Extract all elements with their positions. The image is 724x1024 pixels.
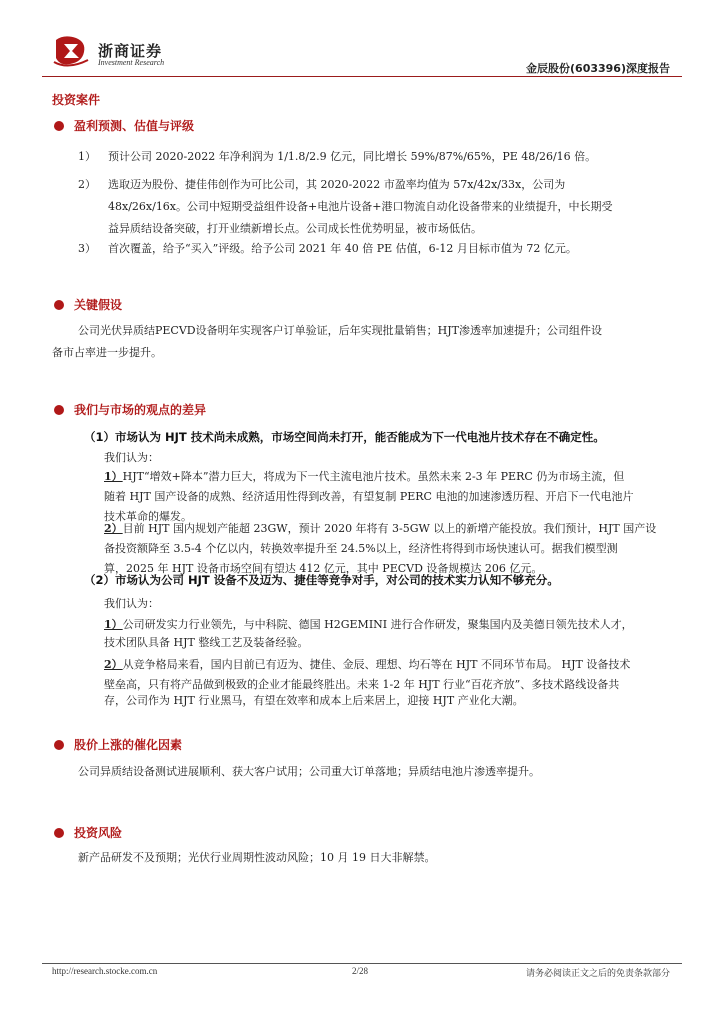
page-number: 2/28 [352,966,369,976]
footer-url[interactable]: http://research.stocke.com.cn [52,966,158,976]
report-title: 金辰股份(603396)深度报告 [526,62,670,75]
diff-point-1-sub1-line: HJT“增效+降本”潜力巨大，将成为下一代主流电池片技术。虽然未来 2-3 年 PERC 仍为市场主流，但 [122,470,625,483]
diff-point-1-sub2-line: 目前 HJT 国内规划产能超 23GW，预计 2020 年将有 3-5GW 以上的新增产能投放。我们预计，HJT 国产设 [122,522,657,535]
diff-point-1-sub2-line: 算，2025 年 HJT 设备市场空间有望达 412 亿元，其中 PECVD 设备规模达 206 亿元。 [104,562,543,575]
diff-point-1-sub1-num: 1） [104,470,123,483]
profit-item-2-line: 益异质结设备突破，打开业绩新增长点。公司成长性优势明显，被市场低估。 [108,222,482,235]
catalyst-text: 公司异质结设备测试进展顺利、获大客户试用；公司重大订单落地；异质结电池片渗透率提升。 [78,765,540,778]
section-bullet-icon [54,828,64,838]
profit-item-2-line: 选取迈为股份、捷佳伟创作为可比公司，其 2020-2022 市盈率均值为 57x/42x/33x，公司为 [108,178,566,191]
section-title-catalyst: 股价上涨的催化因素 [74,738,183,752]
diff-point-2-sub2-num: 2） [104,658,123,671]
diff-point-2-sub2-line: 从竞争格局来看，国内目前已有迈为、捷佳、金辰、理想、均石等在 HJT 不同环节布局。 HJT 设备技术 [122,658,631,671]
profit-item-1-line: 预计公司 2020-2022 年净利润为 1/1.8/2.9 亿元，同比增长 59%/87%/65%，PE 48/26/16 倍。 [108,150,597,163]
profit-item-2-line: 48x/26x/16x。公司中短期受益组件设备+电池片设备+港口物流自动化设备带来的业绩提升，中长期受 [108,200,613,213]
section-title-risk: 投资风险 [74,826,123,840]
risk-text: 新产品研发不及预期；光伏行业周期性波动风险；10 月 19 日大非解禁。 [78,851,436,864]
section-bullet-icon [54,740,64,750]
footer-divider [42,963,682,964]
assumptions-line: 公司光伏异质结PECVD设备明年实现客户订单验证，后年实现批量销售；HJT渗透率加速提升；公司组件设 [78,324,602,337]
diff-point-1-sub2-line: 备投资额降至 3.5-4 个亿以内，转换效率提升至 24.5%以上，经济性将得到市场快速认可。据我们模型测 [104,542,618,555]
profit-item-3-line: 首次覆盖，给予“买入”评级。给予公司 2021 年 40 倍 PE 估值，6-12 月目标市值为 72 亿元。 [108,242,577,255]
section-bullet-icon [54,300,64,310]
diff-point-2-sub2-line: 壁垒高，只有将产品做到极致的企业才能最终胜出。未来 1-2 年 HJT 行业“百花齐放”、多技术路线设备共 [104,678,620,691]
section-bullet-icon [54,121,64,131]
diff-point-1-intro: 我们认为： [104,451,159,464]
diff-point-2-sub1-line: 公司研发实力行业领先，与中科院、德国 H2GEMINI 进行合作研发，聚集国内及美德日领先技术人才， [122,618,633,631]
section-bullet-icon [54,405,64,415]
page-heading: 投资案件 [52,93,101,107]
logo-icon [52,34,92,68]
logo-text: 浙商证券 [98,42,163,60]
footer-disclaimer: 请务必阅读正文之后的免责条款部分 [525,969,670,979]
profit-item-3-num: 3） [78,242,96,255]
profit-item-1-num: 1） [78,150,96,163]
header-divider [42,76,682,77]
section-title-assumptions: 关键假设 [74,298,123,312]
profit-item-2-num: 2） [78,178,96,191]
section-title-profit: 盈利预测、估值与评级 [74,119,195,133]
diff-point-1-heading: （1）市场认为 HJT 技术尚未成熟，市场空间尚未打开，能否能成为下一代电池片技术存在不确定性。 [84,430,605,444]
diff-point-2-sub1-line: 技术团队具备 HJT 整线工艺及装备经验。 [104,636,309,649]
diff-point-1-sub1-line: 技术革命的爆发。 [104,510,192,523]
section-title-diff: 我们与市场的观点的差异 [74,403,207,417]
diff-point-1-sub2-num: 2） [104,522,123,535]
diff-point-2-sub2-line: 存，公司作为 HJT 行业黑马，有望在效率和成本上后来居上，迎接 HJT 产业化大潮。 [104,694,524,707]
diff-point-1-sub1-line: 随着 HJT 国产设备的成熟、经济适用性得到改善，有望复制 PERC 电池的加速渗透历程、开启下一代电池片 [104,490,634,503]
diff-point-2-sub1-num: 1） [104,618,123,631]
diff-point-2-intro: 我们认为： [104,597,159,610]
logo-subtext: Investment Research [98,58,165,67]
diff-point-2-heading: （2）市场认为公司 HJT 设备不及迈为、捷佳等竞争对手，对公司的技术实力认知不够充分。 [84,573,559,587]
assumptions-line: 备市占率进一步提升。 [52,346,162,359]
